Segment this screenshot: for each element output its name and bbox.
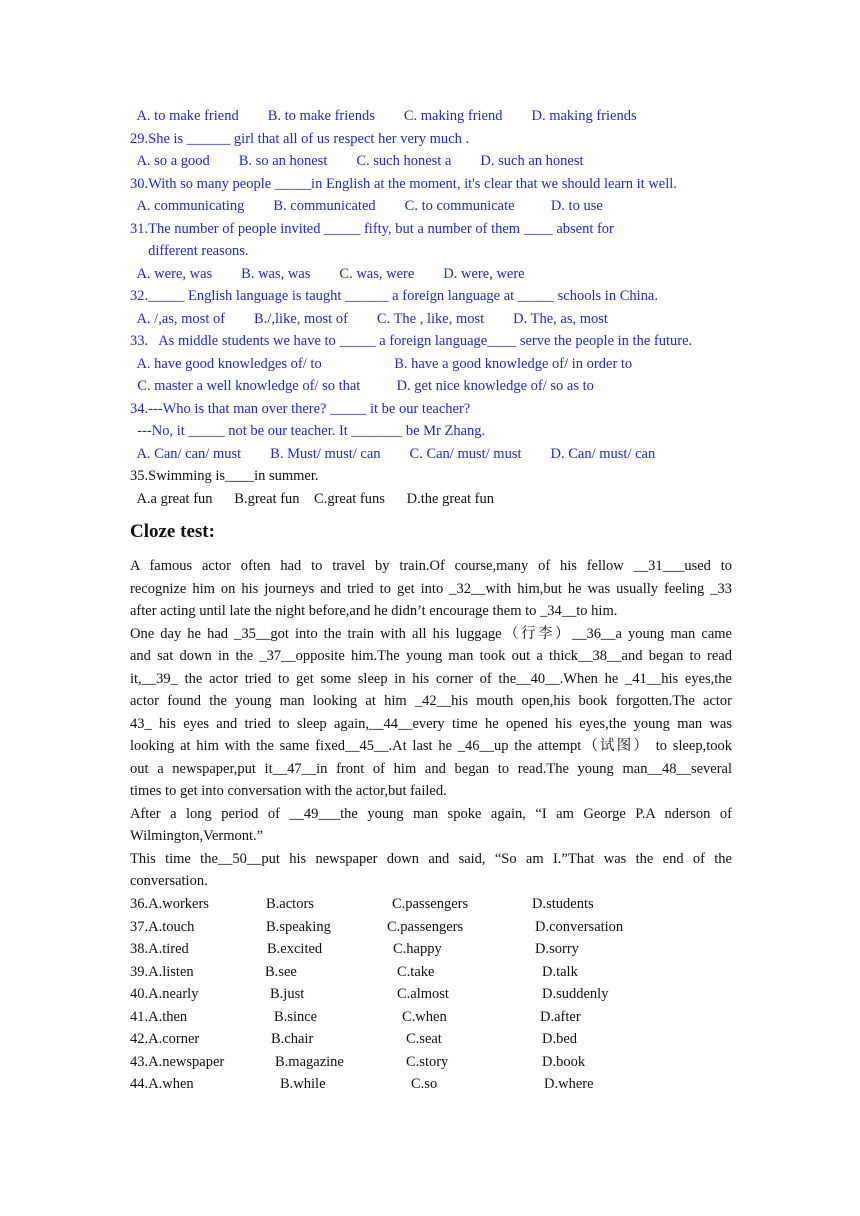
option-a: 41.A.then: [130, 1009, 188, 1025]
passage-line: After a long period of __49___the young man spoke again, “I am George P.A nderson of: [130, 806, 732, 822]
option-d: D.after: [540, 1009, 581, 1025]
option-b: B.see: [265, 964, 297, 980]
passage-line: 43_ his eyes and tried to sleep again,__44__every time he opened his eyes,the young man was: [130, 716, 732, 732]
option-a: 37.A.touch: [130, 919, 195, 935]
option-a: 42.A.corner: [130, 1031, 200, 1047]
mc-line: 31.The number of people invited _____ fifty, but a number of them ____ absent for: [130, 221, 614, 237]
option-d: D.conversation: [535, 919, 624, 935]
mc-line: 35.Swimming is____in summer.: [130, 468, 319, 484]
option-c: C.so: [411, 1076, 438, 1092]
passage-line: out a newspaper,put it__47__in front of him and began to read.The young man__48__several: [130, 761, 732, 777]
mc-line: A. so a good B. so an honest C. such honest a D. such an honest: [130, 153, 584, 169]
option-c: C.happy: [393, 941, 442, 957]
mc-line: A. to make friend B. to make friends C. making friend D. making friends: [130, 108, 637, 124]
mc-line: C. master a well knowledge of/ so that D. get nice knowledge of/ so as to: [130, 378, 594, 394]
option-a: 38.A.tired: [130, 941, 189, 957]
option-b: B.just: [270, 986, 305, 1002]
option-b: B.while: [280, 1076, 326, 1092]
passage-line: Wilmington,Vermont.”: [130, 828, 264, 844]
mc-line: 30.With so many people _____in English at the moment, it's clear that we should learn it well.: [130, 176, 677, 192]
option-c: C.seat: [406, 1031, 442, 1047]
mc-line: 34.---Who is that man over there? _____ it be our teacher?: [130, 401, 471, 417]
option-c: C.take: [397, 964, 435, 980]
passage-line: conversation.: [130, 873, 208, 889]
mc-line: 33. As middle students we have to _____ a foreign language____ serve the people in the future.: [130, 333, 693, 349]
mc-line: ---No, it _____ not be our teacher. It _______ be Mr Zhang.: [130, 423, 486, 439]
mc-line: 29.She is ______ girl that all of us respect her very much .: [130, 131, 470, 147]
option-a: 43.A.newspaper: [130, 1054, 225, 1070]
option-a: 36.A.workers: [130, 896, 209, 912]
mc-line: A. Can/ can/ must B. Must/ must/ can C. Can/ must/ must D. Can/ must/ can: [130, 446, 656, 462]
option-b: B.chair: [271, 1031, 314, 1047]
option-b: B.speaking: [266, 919, 331, 935]
option-d: D.book: [542, 1054, 586, 1070]
option-b: B.excited: [267, 941, 323, 957]
mc-line: A. /,as, most of B./,like, most of C. The , like, most D. The, as, most: [130, 311, 608, 327]
option-d: D.where: [544, 1076, 594, 1092]
passage-line: A famous actor often had to travel by train.Of course,many of his fellow __31___used to: [130, 558, 732, 574]
option-a: 44.A.when: [130, 1076, 194, 1092]
option-d: D.bed: [542, 1031, 578, 1047]
passage-line: recognize him on his journeys and tried to get into _32__with him,but he was usually feeling _33: [130, 581, 732, 597]
passage-line: looking at him with the same fixed__45__.At last he _46__up the attempt（试图） to sleep,took: [130, 738, 732, 754]
option-b: B.magazine: [275, 1054, 344, 1070]
mc-line: A. were, was B. was, was C. was, were D. were, were: [130, 266, 525, 282]
passage-line: and sat down in the _37__opposite him.The young man took out a thick__38__and began to read: [130, 648, 732, 664]
option-c: C.story: [406, 1054, 449, 1070]
option-c: C.when: [402, 1009, 447, 1025]
option-d: D.suddenly: [542, 986, 609, 1002]
option-b: B.actors: [266, 896, 314, 912]
option-c: C.passengers: [392, 896, 469, 912]
cloze-heading: Cloze test:: [130, 521, 215, 542]
option-c: C.almost: [397, 986, 449, 1002]
option-c: C.passengers: [387, 919, 464, 935]
mc-line: A.a great fun B.great fun C.great funs D.the great fun: [130, 491, 495, 507]
option-d: D.students: [532, 896, 594, 912]
passage-line: after acting until late the night before,and he didn’t encourage them to _34__to him.: [130, 603, 618, 619]
passage-line: One day he had _35__got into the train with all his luggage（行李）__36__a young man came: [130, 626, 732, 642]
option-a: 39.A.listen: [130, 964, 194, 980]
passage-line: times to get into conversation with the actor,but failed.: [130, 783, 447, 799]
option-b: B.since: [274, 1009, 318, 1025]
passage-line: This time the__50__put his newspaper down and said, “So am I.”That was the end of the: [130, 851, 732, 867]
passage-line: it,__39_ the actor tried to get some sleep in his corner of the__40__.When he _41__his eyes,the: [130, 671, 732, 687]
passage-line: actor found the young man looking at him _42__his mouth open,his book forgotten.The actor: [130, 693, 732, 709]
option-d: D.sorry: [535, 941, 579, 957]
option-a: 40.A.nearly: [130, 986, 199, 1002]
mc-line: A. communicating B. communicated C. to communicate D. to use: [130, 198, 603, 214]
option-d: D.talk: [542, 964, 578, 980]
mc-line: 32._____ English language is taught ______ a foreign language at _____ schools in China.: [130, 288, 658, 304]
mc-line: A. have good knowledges of/ to B. have a good knowledge of/ in order to: [130, 356, 633, 372]
mc-line: different reasons.: [130, 243, 249, 259]
